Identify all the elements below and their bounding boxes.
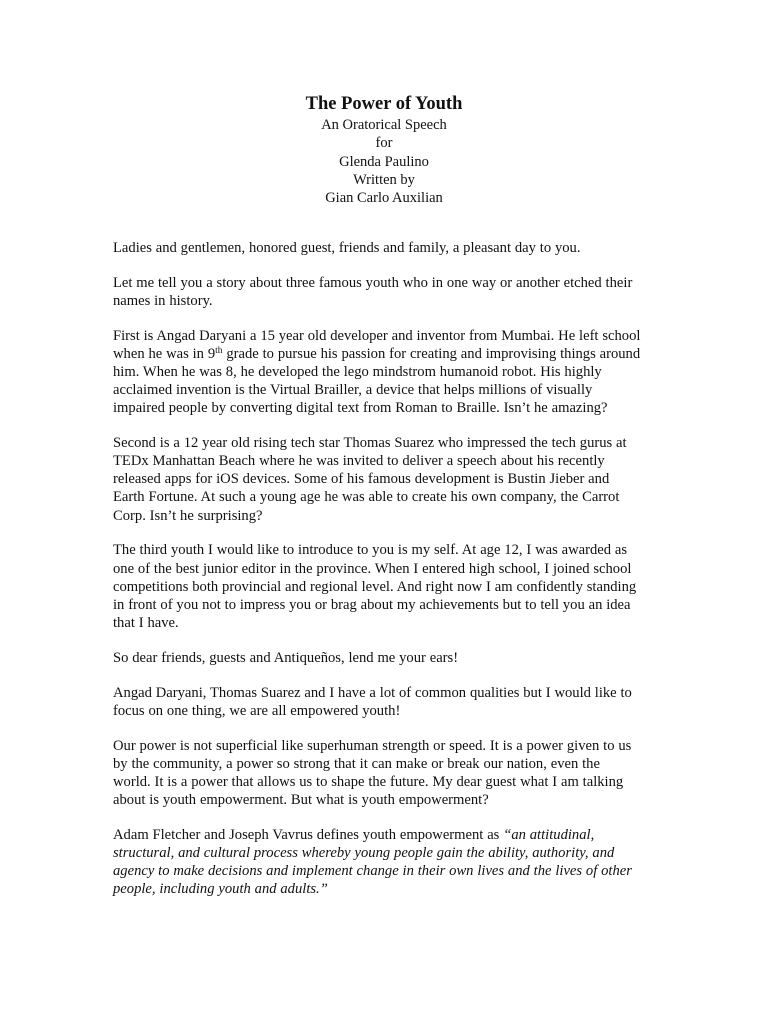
paragraph-our-power [113,737,658,809]
superscript-ordinal: th [215,345,223,356]
text-line: released apps for iOS devices. Some of his famous development is Bustin Jieber and [113,471,610,488]
text-line [113,826,658,844]
text-segment: when he was in 9 [113,345,216,362]
paragraph-angad-daryani [113,327,658,417]
text-line: So dear friends, guests and Antiqueños, lend me your ears! [113,649,459,666]
text-line: Our power is not superficial like superhuman strength or speed. It is a power given to us [113,737,632,754]
paragraph-lend-ears [113,649,658,667]
text-line: The third youth I would like to introduce to you is my self. At age 12, I was awarded as [113,542,628,559]
text-line: names in history. [113,292,213,309]
quote-line: agency to make decisions and implement change in their own lives and the lives of other [113,862,632,879]
text-line: one of the best junior editor in the province. When I entered high school, I joined school [113,560,632,577]
text-line: competitions both provincial and regional level. And right now I am confidently standing [113,578,637,595]
document-header [0,92,768,207]
text-line: by the community, a power so strong that it can make or break our nation, even the [113,755,600,772]
subtitle-line: Gian Carlo Auxilian [325,190,443,207]
text-line: focus on one thing, we are all empowered youth! [113,702,401,719]
text-line: Let me tell you a story about three famous youth who in one way or another etched their [113,274,633,291]
text-line: TEDx Manhattan Beach where he was invited to deliver a speech about his recently [113,453,605,470]
quote-line: structural, and cultural process whereby young people gain the ability, authority, and [113,844,615,861]
text-line: First is Angad Daryani a 15 year old developer and inventor from Mumbai. He left school [113,327,641,344]
text-line [113,345,658,363]
text-line: impaired people by converting digital text from Roman to Braille. Isn’t he amazing? [113,400,608,417]
document-title: The Power of Youth [305,94,463,114]
text-line: Earth Fortune. At such a young age he was able to create his own company, the Carrot [113,489,620,506]
paragraph-thomas-suarez [113,434,658,524]
paragraph-common-qualities [113,684,658,720]
text-line: that I have. [113,614,179,631]
quote-line: people, including youth and adults.” [113,881,328,897]
text-line: acclaimed invention is the Virtual Brailler, a device that helps millions of visually [113,382,593,399]
quote-segment: “an attitudinal, [503,826,595,843]
subtitle-line: for [375,135,393,152]
text-line: in front of you not to impress you or brag about my achievements but to tell you an idea [113,596,631,613]
text-line: him. When he was 8, he developed the lego mindstrom humanoid robot. His highly [113,364,602,381]
text-line: about is youth empowerment. But what is youth empowerment? [113,791,489,808]
speech-body [113,239,658,915]
text-line: Ladies and gentlemen, honored guest, friends and family, a pleasant day to you. [113,240,581,256]
text-segment: grade to pursue his passion for creating and improvising things around [222,345,641,362]
text-line: Angad Daryani, Thomas Suarez and I have a lot of common qualities but I would like to [113,684,632,701]
text-segment: Adam Fletcher and Joseph Vavrus defines youth empowerment as [113,826,504,843]
text-line: Second is a 12 year old rising tech star Thomas Suarez who impressed the tech gurus at [113,435,627,452]
paragraph-third-youth [113,541,658,631]
subtitle-line: Glenda Paulino [339,153,429,170]
subtitle-line: An Oratorical Speech [321,117,447,133]
paragraph-greeting [113,239,658,257]
text-line: world. It is a power that allows us to shape the future. My dear guest what I am talking [113,773,624,790]
subtitle-line: Written by [353,171,415,188]
paragraph-definition-quote [113,826,658,898]
paragraph-story-intro [113,274,658,310]
text-line: Corp. Isn’t he surprising? [113,507,263,524]
